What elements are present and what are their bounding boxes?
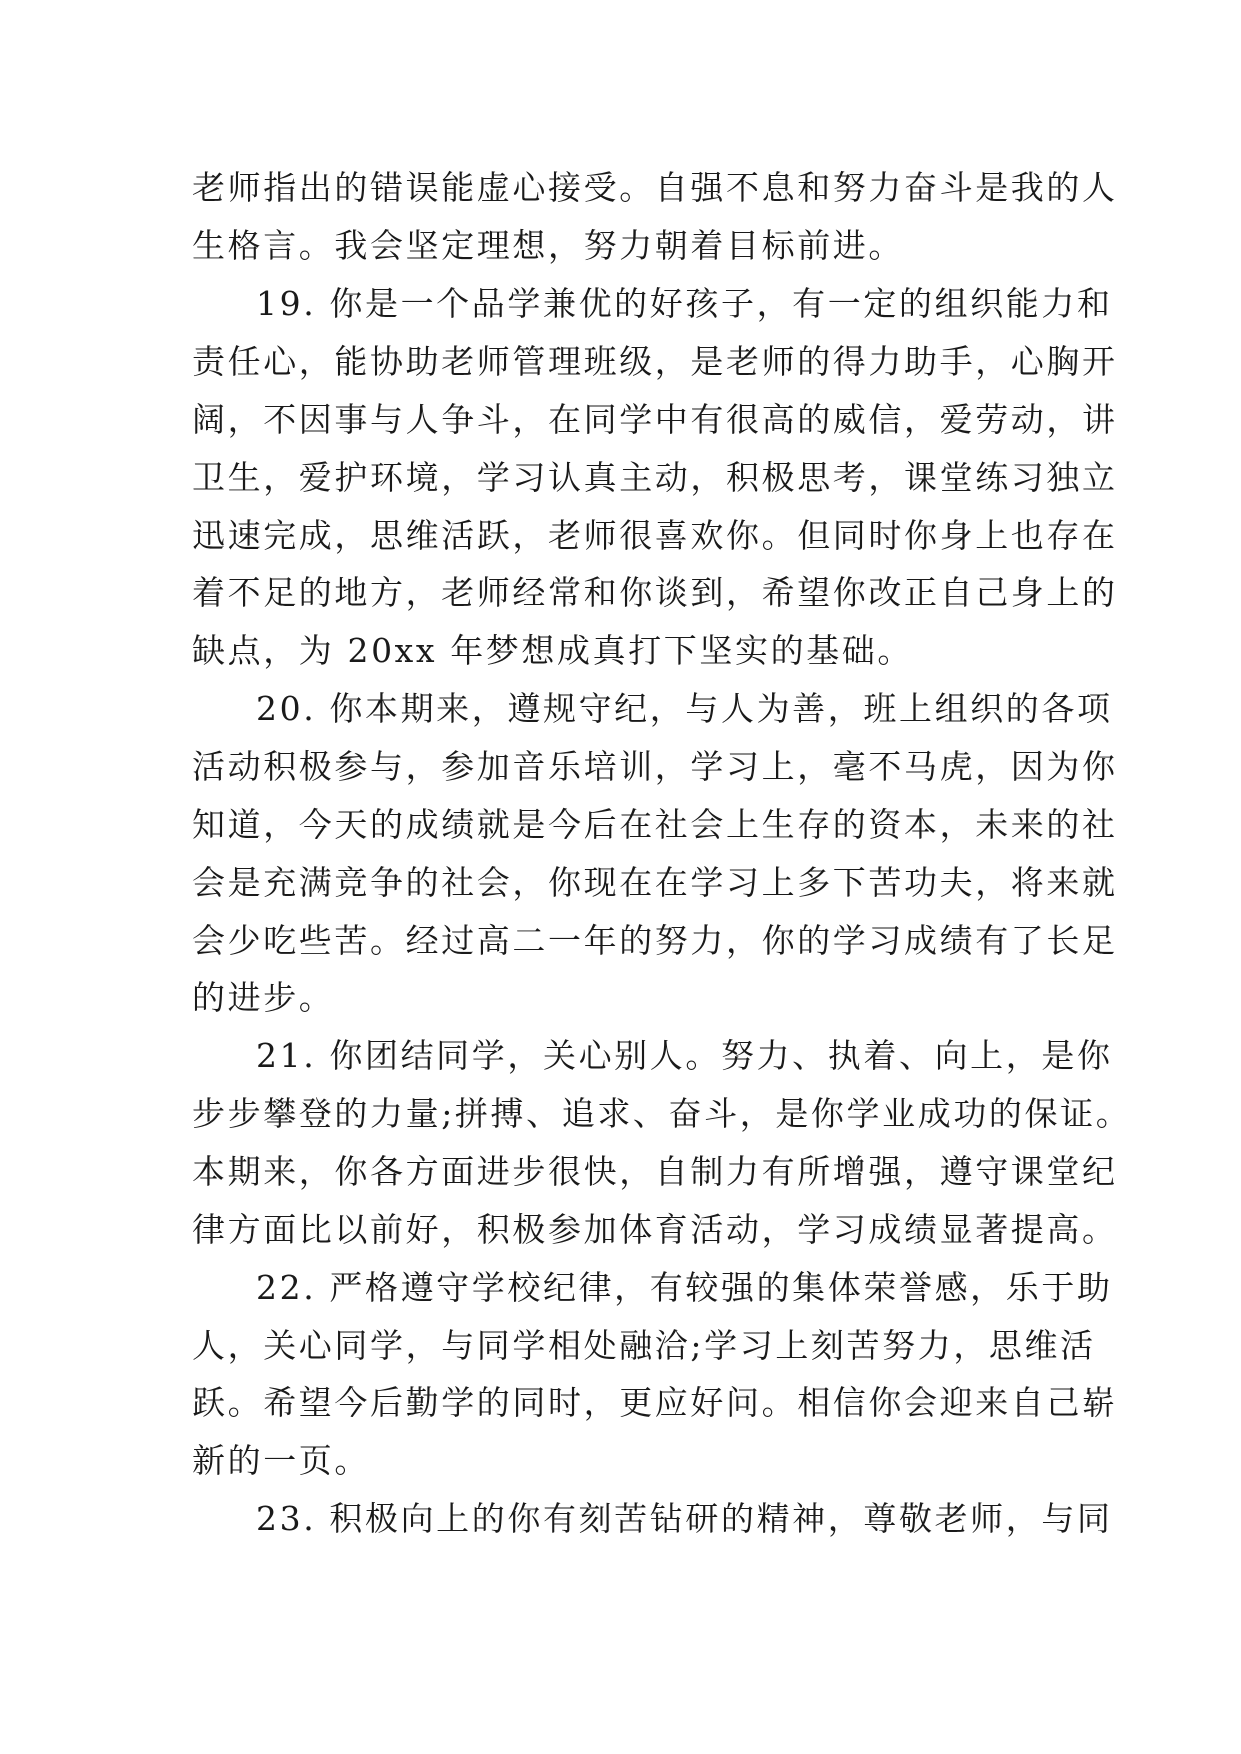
paragraph-21-start: 21. 你团结同学，关心别人。努力、执着、向上，是你: [256, 1036, 1113, 1075]
text-line: 知道，今天的成绩就是今后在社会上生存的资本，未来的社: [192, 805, 1118, 844]
text-line: 迅速完成，思维活跃，老师很喜欢你。但同时你身上也存在: [192, 516, 1118, 555]
text-line: 缺点，为 20xx 年梦想成真打下坚实的基础。: [192, 631, 913, 670]
paragraph-19-start: 19. 你是一个品学兼优的好孩子，有一定的组织能力和: [256, 284, 1113, 323]
text-line: 律方面比以前好，积极参加体育活动，学习成绩显著提高。: [192, 1210, 1118, 1249]
text-line: 阔，不因事与人争斗，在同学中有很高的威信，爱劳动，讲: [192, 400, 1118, 439]
text-line: 老师指出的错误能虚心接受。自强不息和努力奋斗是我的人: [192, 168, 1118, 207]
text-line: 卫生，爱护环境，学习认真主动，积极思考，课堂练习独立: [192, 458, 1118, 497]
text-line: 会少吃些苦。经过高二一年的努力，你的学习成绩有了长足: [192, 921, 1118, 960]
text-line: 生格言。我会坚定理想，努力朝着目标前进。: [192, 226, 904, 265]
paragraph-22-start: 22. 严格遵守学校纪律，有较强的集体荣誉感，乐于助: [256, 1268, 1113, 1307]
text-line: 责任心，能协助老师管理班级，是老师的得力助手，心胸开: [192, 342, 1118, 381]
text-line: 活动积极参与，参加音乐培训，学习上，毫不马虎，因为你: [192, 747, 1118, 786]
text-line: 步步攀登的力量;拼搏、追求、奋斗，是你学业成功的保证。: [192, 1094, 1132, 1133]
text-line: 本期来，你各方面进步很快，自制力有所增强，遵守课堂纪: [192, 1152, 1118, 1191]
paragraph-20-start: 20. 你本期来，遵规守纪，与人为善，班上组织的各项: [256, 689, 1113, 728]
text-line: 新的一页。: [192, 1441, 370, 1480]
text-line: 人，关心同学，与同学相处融洽;学习上刻苦努力，思维活: [192, 1326, 1096, 1365]
text-line: 会是充满竞争的社会，你现在在学习上多下苦功夫，将来就: [192, 863, 1118, 902]
text-line: 着不足的地方，老师经常和你谈到，希望你改正自己身上的: [192, 573, 1118, 612]
text-line: 的进步。: [192, 978, 335, 1017]
paragraph-23-start: 23. 积极向上的你有刻苦钻研的精神，尊敬老师，与同: [256, 1499, 1113, 1538]
text-line: 跃。希望今后勤学的同时，更应好问。相信你会迎来自己崭: [192, 1383, 1118, 1422]
